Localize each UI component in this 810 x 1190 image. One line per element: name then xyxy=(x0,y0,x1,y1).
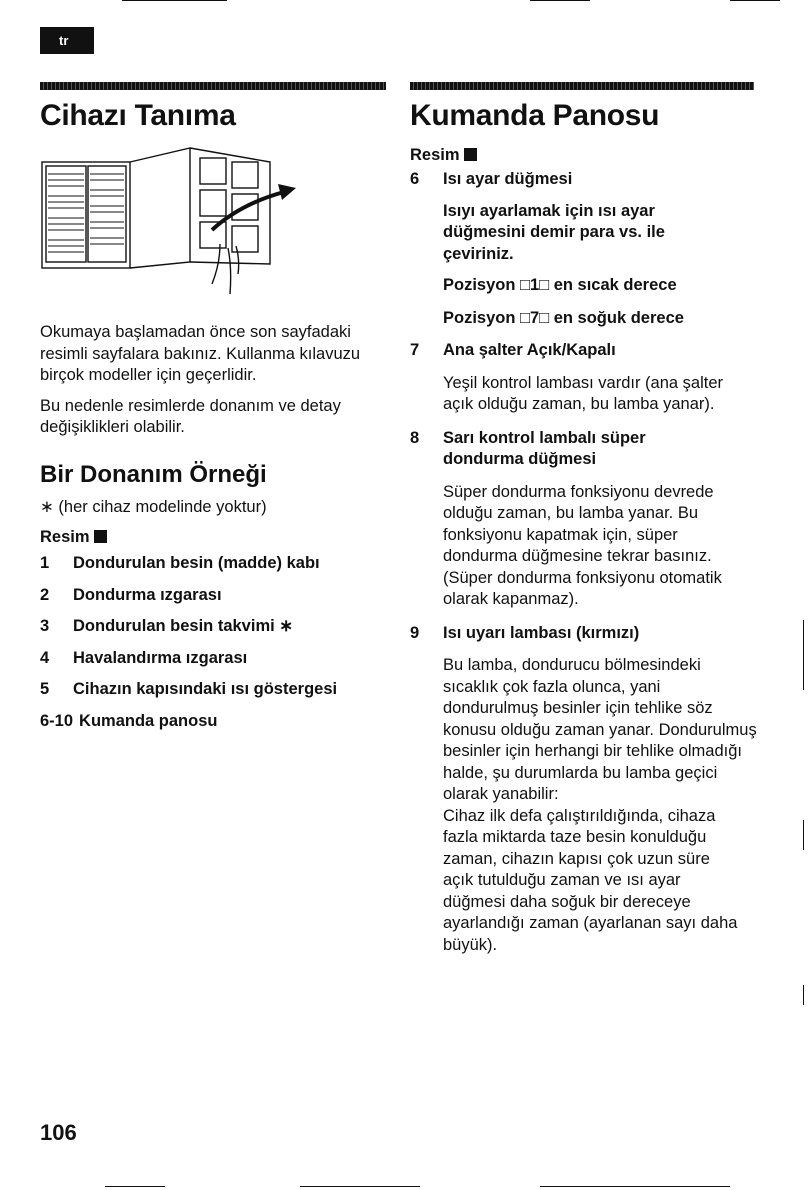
item-label: Cihazın kapısındaki ısı göstergesi xyxy=(73,680,338,698)
scan-edge-line xyxy=(803,985,804,1005)
figure-number-box-icon xyxy=(94,530,107,543)
position-warmest: Pozisyon □1□ en sıcak derece xyxy=(443,276,677,294)
item-description: Bu lamba, dondurucu bölmesindeki sıcaklık çok fazla olunca, yani dondurulmuş besinler için tehlike söz konusu olduğu zaman yanar. Dondurulmuş besinler için herhangi bir tehlike olmadığı halde, şu durumlarda bu lamba geçici olarak yanabilir: xyxy=(443,656,757,803)
control-item-8 xyxy=(410,428,760,611)
figure-ref-label: Resim xyxy=(40,528,90,546)
page-title-left: Cihazı Tanıma xyxy=(40,99,236,132)
section-title-equipment: Bir Donanım Örneği xyxy=(40,460,267,488)
item-label: Isı uyarı lambası (kırmızı) xyxy=(443,623,640,642)
item-number: 6-10 xyxy=(40,711,74,730)
left-column xyxy=(40,94,390,138)
footnote-model: ∗ (her cihaz modelinde yoktur) xyxy=(40,497,267,516)
position-coldest: Pozisyon □7□ en soğuk derece xyxy=(443,308,684,327)
scan-edge-line xyxy=(803,620,804,690)
list-item xyxy=(40,679,350,701)
item-number: 5 xyxy=(40,680,50,698)
item-number: 9 xyxy=(410,623,420,642)
intro-paragraph-1: Okumaya başlamadan önce son sayfadaki resimli sayfalara bakınız. Kullanma kılavuzu birçok modeller için geçerlidir. xyxy=(40,323,361,384)
scan-edge-line xyxy=(105,1186,165,1187)
item-label: Dondurma ızgarası xyxy=(73,585,222,604)
manual-fold-out-illustration xyxy=(40,144,300,304)
control-item-6 xyxy=(410,169,760,329)
control-item-7 xyxy=(410,340,760,416)
list-item xyxy=(40,585,390,607)
item-description-continued: Cihaz ilk defa çalıştırıldığında, cihaza fazla miktarda taze besin konulduğu zaman, cihazın kapısı çok uzun süre açık tutulduğu zaman ve ısı ayar düğmesi daha soğuk bir dereceye ayarlandığı zaman (ayarlanan sayı daha büyük). xyxy=(443,806,738,954)
section-rule-left xyxy=(40,82,386,90)
figure-reference-1 xyxy=(40,526,390,548)
item-label: Havalandırma ızgarası xyxy=(73,648,248,667)
item-label: Dondurulan besin (madde) kabı xyxy=(73,554,320,572)
scan-edge-line xyxy=(540,1186,730,1187)
intro-paragraph-2: Bu nedenle resimlerde donanım ve detay değişiklikleri olabilir. xyxy=(40,396,341,436)
left-body xyxy=(40,322,390,732)
right-column xyxy=(410,94,760,956)
item-label: Ana şalter Açık/Kapalı xyxy=(443,341,616,359)
item-number: 6 xyxy=(410,170,420,188)
item-number: 3 xyxy=(40,617,50,635)
list-item xyxy=(40,648,390,670)
section-rule-right xyxy=(410,82,754,90)
page-title-right: Kumanda Panosu xyxy=(410,99,660,132)
item-number: 4 xyxy=(40,648,50,667)
item-description: Isıyı ayarlamak için ısı ayar düğmesini demir para vs. ile çeviriniz. xyxy=(443,201,665,263)
item-number: 1 xyxy=(40,554,50,572)
figure-ref-label: Resim xyxy=(410,146,460,164)
figure-reference-2 xyxy=(410,144,760,166)
list-item xyxy=(40,711,390,733)
language-badge: tr xyxy=(40,27,94,54)
list-item xyxy=(40,553,390,575)
item-description: Yeşil kontrol lambası vardır (ana şalter açık olduğu zaman, bu lamba yanar). xyxy=(443,373,724,413)
scan-edge-line xyxy=(300,1186,420,1187)
item-number: 7 xyxy=(410,341,420,359)
item-number: 8 xyxy=(410,428,420,447)
item-label: Isı ayar düğmesi xyxy=(443,170,573,188)
item-description: Süper dondurma fonksiyonu devrede olduğu zaman, bu lamba yanar. Bu fonksiyonu kapatmak için, süper dondurma düğmesine tekrar basınız. (Süper dondurma fonksiyonu otomatik olarak kapanmaz). xyxy=(443,482,722,608)
control-item-9 xyxy=(410,623,760,957)
scan-edge-line xyxy=(530,0,590,1)
item-label: Dondurulan besin takvimi ∗ xyxy=(73,617,294,635)
scan-edge-line xyxy=(730,0,780,1)
item-label: Sarı kontrol lambalı süper dondurma düğmesi xyxy=(443,428,646,468)
figure-number-box-icon xyxy=(464,148,477,161)
scan-edge-line xyxy=(122,0,227,1)
item-number: 2 xyxy=(40,585,50,604)
list-item xyxy=(40,616,390,638)
item-label: Kumanda panosu xyxy=(79,711,218,730)
page-number: 106 xyxy=(40,1120,77,1145)
scan-edge-line xyxy=(803,820,804,850)
